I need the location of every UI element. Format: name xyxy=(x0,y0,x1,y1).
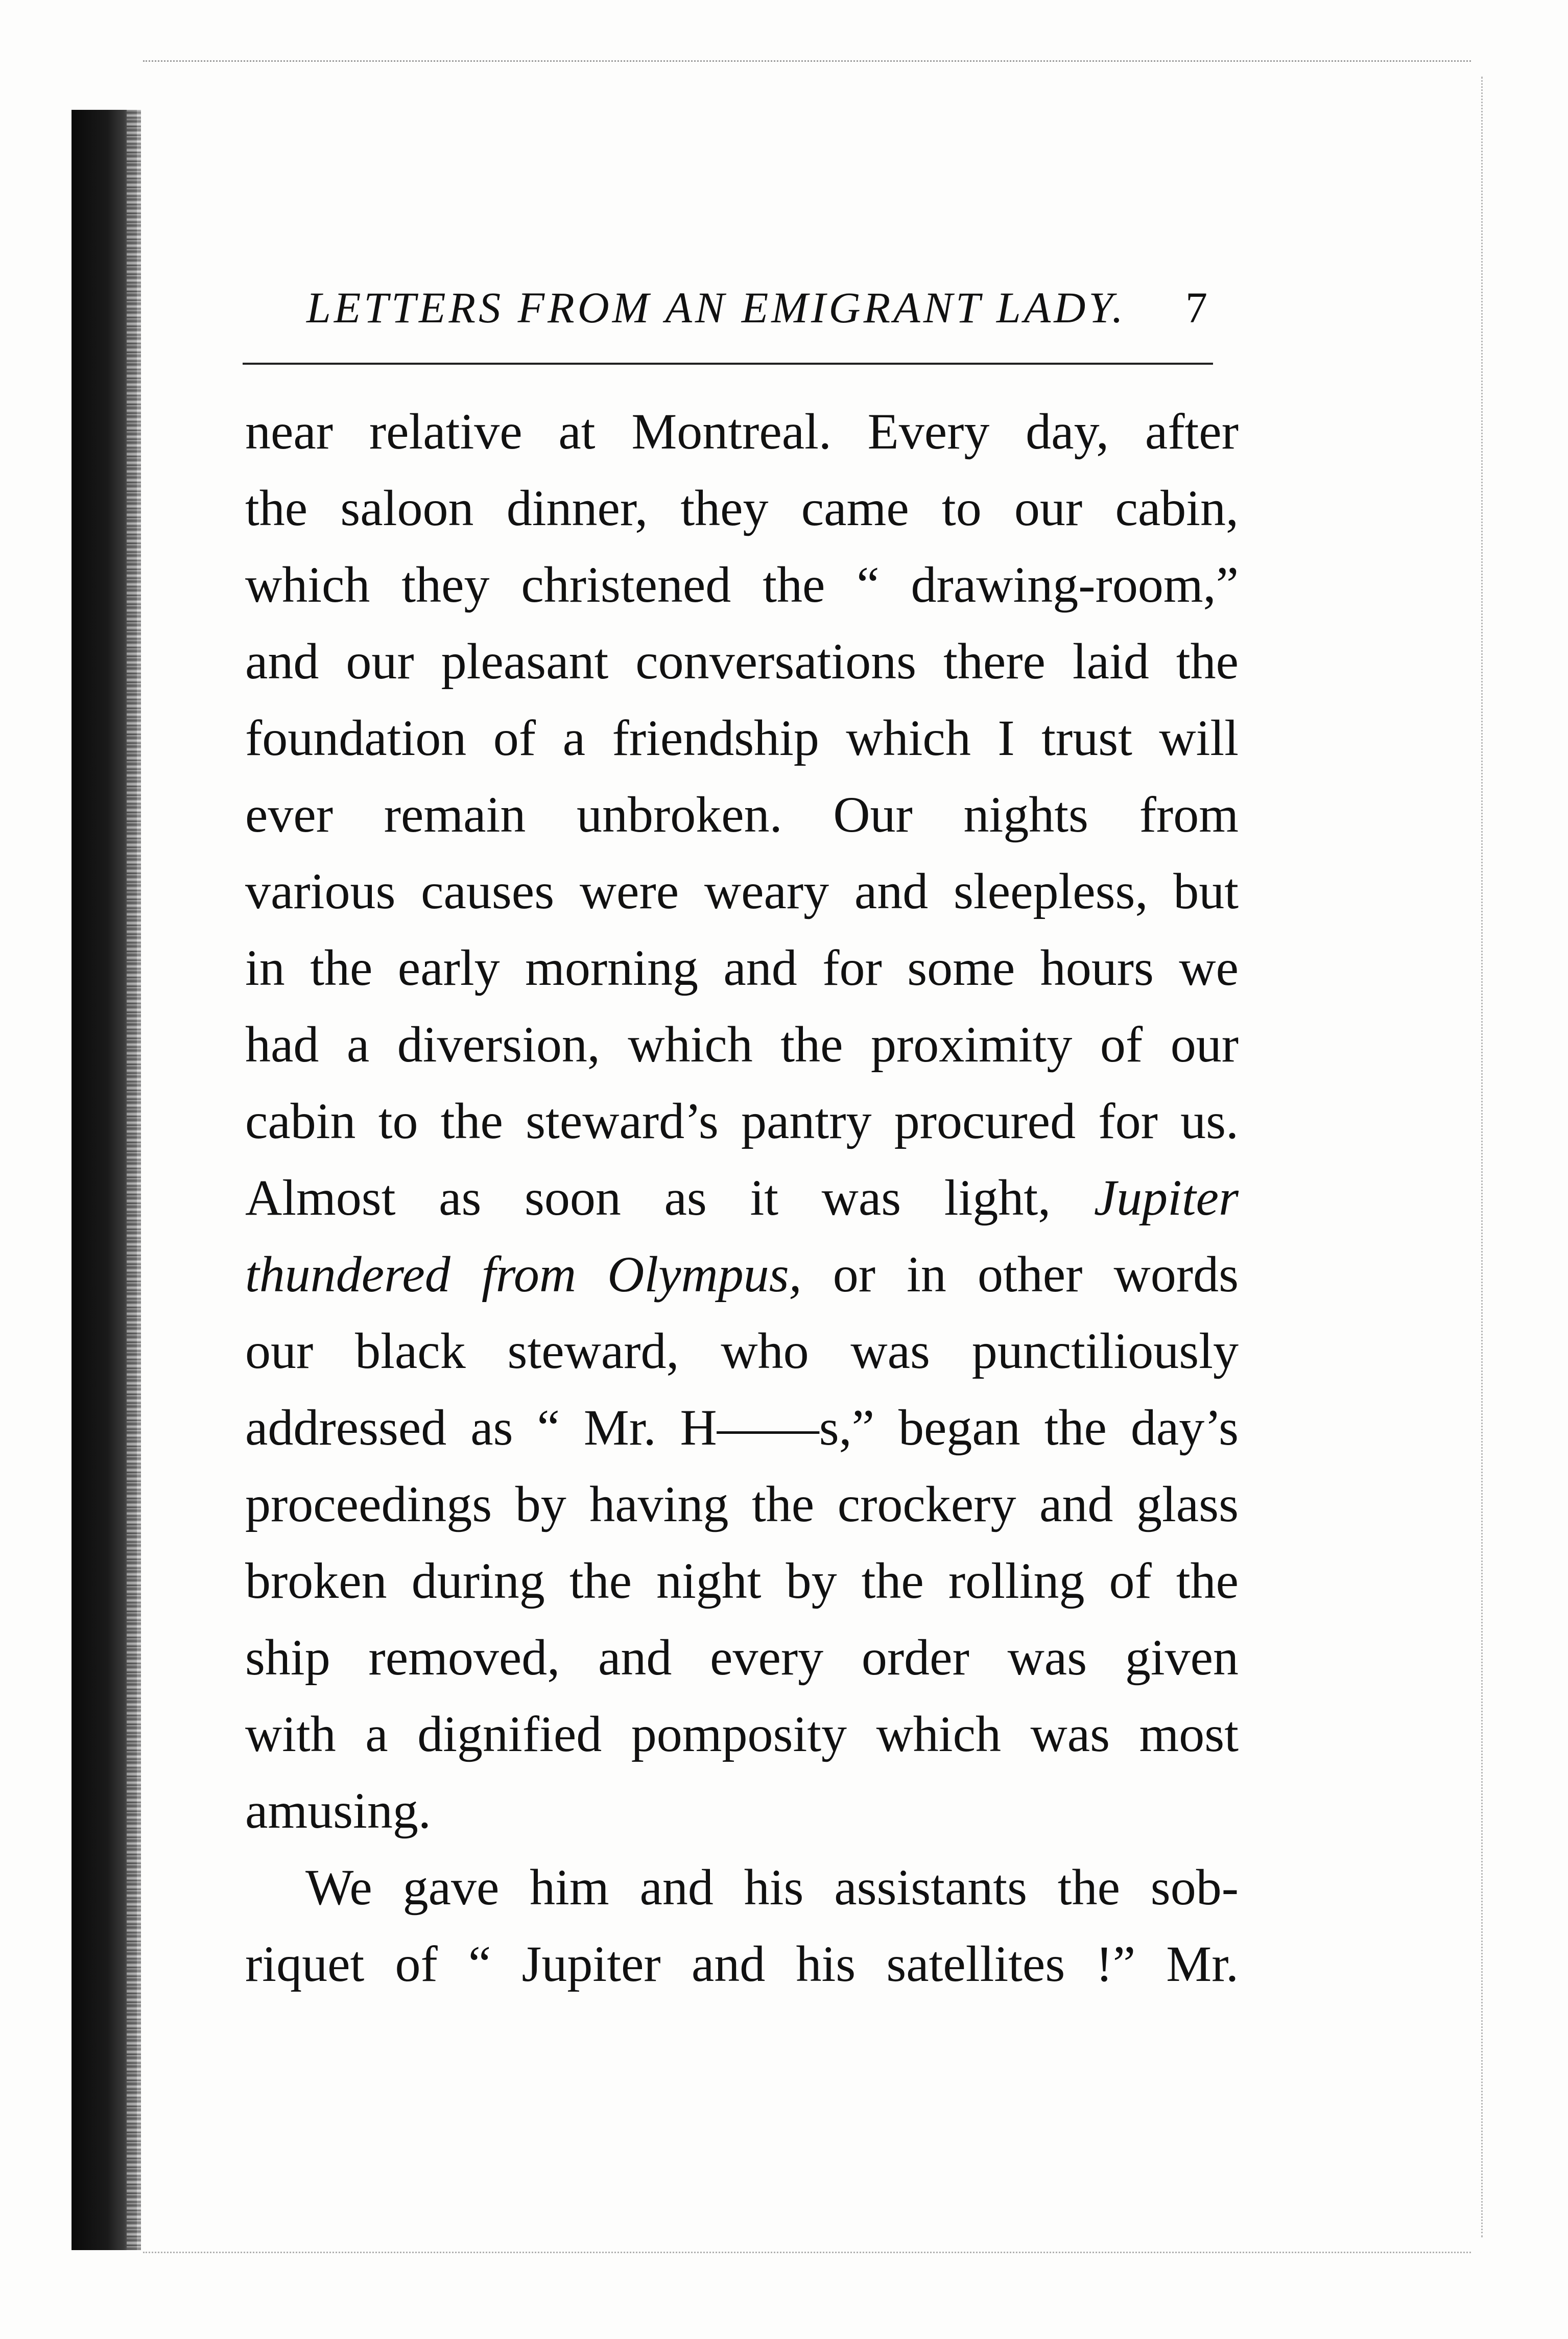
running-head-title: LETTERS FROM AN EMIGRANT LADY. xyxy=(306,283,1126,332)
running-head xyxy=(250,282,1221,343)
page-edge-top xyxy=(143,60,1471,62)
text-line: with a dignified pomposity which was most xyxy=(245,1706,1239,1762)
text-line: ever remain unbroken. Our nights from xyxy=(245,786,1239,843)
text-line: ship removed, and every order was given xyxy=(245,1629,1239,1686)
text-line: which they christened the “ drawing-room,” xyxy=(245,556,1239,613)
page-number: 7 xyxy=(1185,283,1210,332)
text-line: thundered from Olympus, or in other words xyxy=(245,1246,1239,1303)
text-line: our black steward, who was punctiliously xyxy=(245,1322,1239,1379)
text-line: near relative at Montreal. Every day, after xyxy=(245,403,1239,460)
text-line: and our pleasant conversations there laid the xyxy=(245,633,1239,690)
text-line: riquet of “ Jupiter and his satellites !” Mr. xyxy=(245,1935,1239,1992)
text-line: proceedings by having the crockery and glass xyxy=(245,1476,1239,1532)
text-line: foundation of a friendship which I trust will xyxy=(245,710,1239,766)
text-line: Almost as soon as it was light, Jupiter xyxy=(245,1169,1239,1226)
page-edge-right xyxy=(1481,77,1483,2237)
italic-text: thundered from Olympus, xyxy=(245,1246,802,1303)
text-line: cabin to the steward’s pantry procured for us. xyxy=(245,1093,1239,1149)
page-edge-bottom xyxy=(143,2252,1471,2253)
text-line: broken during the night by the rolling of the xyxy=(245,1552,1239,1609)
text-line: various causes were weary and sleepless, but xyxy=(245,863,1239,919)
body-text xyxy=(245,393,1239,2002)
text-line: We gave him and his assistants the sob- xyxy=(305,1859,1239,1916)
text-line: in the early morning and for some hours we xyxy=(245,939,1239,996)
text-line: amusing. xyxy=(245,1782,431,1839)
header-rule xyxy=(243,363,1213,365)
text-line: addressed as “ Mr. H——s,” began the day’s xyxy=(245,1399,1239,1456)
italic-text: Jupiter xyxy=(1094,1169,1239,1226)
binding-edge xyxy=(72,110,137,2250)
text-line: the saloon dinner, they came to our cabin, xyxy=(245,480,1239,536)
text-line: had a diversion, which the proximity of our xyxy=(245,1016,1239,1073)
